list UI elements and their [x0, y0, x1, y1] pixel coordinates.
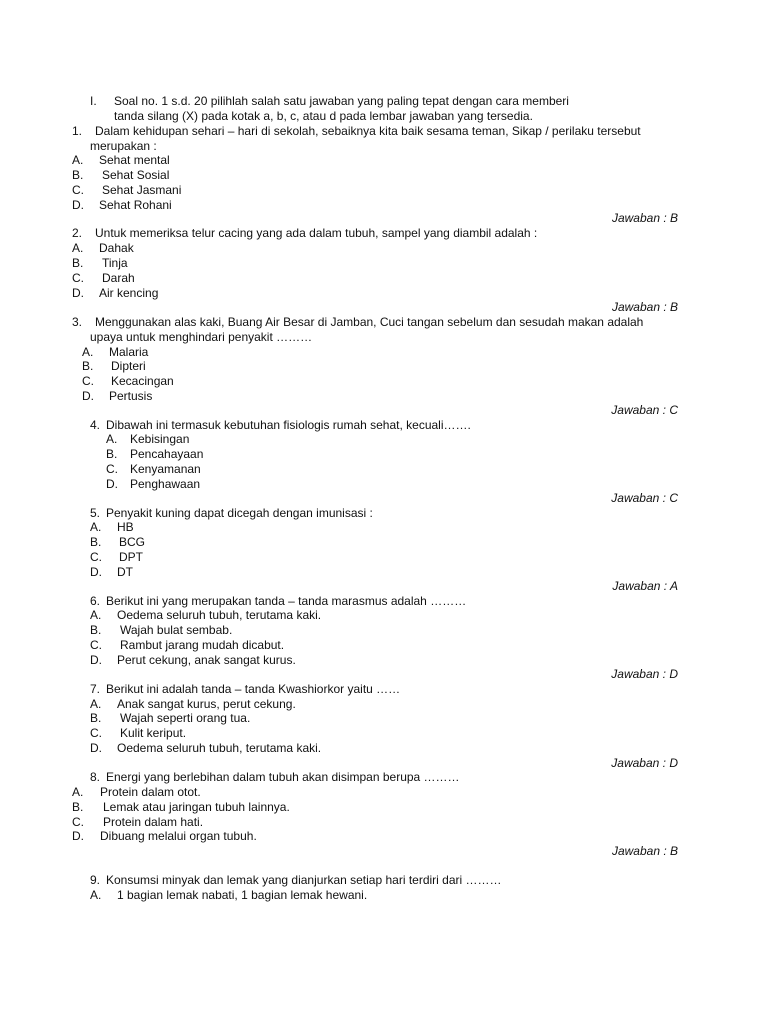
option-text: Anak sangat kurus, perut cekung. — [117, 697, 296, 711]
instruction-line-2: tanda silang (X) pada kotak a, b, c, atau d pada lembar jawaban yang tersedia. — [114, 109, 533, 123]
option-letter: C. — [90, 638, 102, 652]
option-letter: B. — [90, 711, 102, 725]
option-letter: C. — [72, 271, 84, 285]
option-text: Lemak atau jaringan tubuh lainnya. — [103, 800, 290, 814]
option-text: Oedema seluruh tubuh, terutama kaki. — [117, 741, 322, 755]
option-text: Oedema seluruh tubuh, terutama kaki. — [117, 608, 322, 622]
option-letter: C. — [82, 374, 94, 388]
question-number: 4. — [90, 418, 101, 432]
option-text: Perut cekung, anak sangat kurus. — [117, 653, 296, 667]
option-text: Wajah bulat sembab. — [120, 623, 233, 637]
option-letter: D. — [106, 477, 118, 491]
option-text: Pertusis — [109, 389, 153, 403]
question-text: Dibawah ini termasuk kebutuhan fisiologis rumah sehat, kecuali……. — [106, 418, 471, 432]
answer-key: Jawaban : B — [611, 300, 678, 314]
question-text: Berikut ini yang merupakan tanda – tanda marasmus adalah ……… — [106, 594, 467, 608]
answer-key: Jawaban : B — [611, 211, 678, 225]
question-text: Konsumsi minyak dan lemak yang dianjurkan setiap hari terdiri dari ……… — [106, 873, 502, 887]
option-letter: B. — [106, 447, 118, 461]
option-letter: A. — [82, 345, 94, 359]
option-letter: D. — [90, 565, 102, 579]
answer-key: Jawaban : A — [612, 579, 678, 593]
question-number: 8. — [90, 770, 101, 784]
option-text: Protein dalam hati. — [103, 815, 204, 829]
option-letter: C. — [72, 183, 84, 197]
option-letter: B. — [72, 168, 84, 182]
option-letter: D. — [72, 198, 84, 212]
question-number: 1. — [72, 124, 83, 138]
option-letter: D. — [72, 829, 84, 843]
option-text: Tinja — [102, 256, 128, 270]
option-letter: A. — [90, 697, 102, 711]
option-text: Air kencing — [99, 286, 159, 300]
option-text: Sehat Rohani — [99, 198, 172, 212]
option-text: Sehat mental — [99, 153, 170, 167]
option-letter: C. — [106, 462, 118, 476]
question-number: 2. — [72, 226, 83, 240]
answer-key: Jawaban : B — [611, 844, 678, 858]
question-text-cont: merupakan : — [90, 139, 157, 153]
option-text: Kenyamanan — [130, 462, 201, 476]
option-text: Dipteri — [111, 359, 146, 373]
option-text: Protein dalam otot. — [100, 785, 201, 799]
question-number: 9. — [90, 873, 101, 887]
option-letter: D. — [72, 286, 84, 300]
option-text: Darah — [102, 271, 135, 285]
option-letter: B. — [90, 535, 102, 549]
option-text: Dibuang melalui organ tubuh. — [100, 829, 257, 843]
option-text: Rambut jarang mudah dicabut. — [120, 638, 285, 652]
option-text: BCG — [119, 535, 146, 549]
option-text: Sehat Sosial — [102, 168, 170, 182]
option-text: DT — [117, 565, 133, 579]
option-letter: D. — [82, 389, 94, 403]
answer-key: Jawaban : C — [611, 403, 678, 417]
option-letter: A. — [90, 608, 102, 622]
option-letter: C. — [72, 815, 84, 829]
option-letter: B. — [90, 623, 102, 637]
option-text: HB — [117, 520, 134, 534]
question-text: Berikut ini adalah tanda – tanda Kwashiorkor yaitu …… — [106, 682, 401, 696]
option-text: Wajah seperti orang tua. — [120, 711, 251, 725]
answer-key: Jawaban : D — [611, 667, 678, 681]
option-text: Pencahayaan — [130, 447, 204, 461]
option-text: Sehat Jasmani — [102, 183, 182, 197]
question-number: 6. — [90, 594, 101, 608]
option-letter: A. — [90, 888, 102, 902]
question-text: Penyakit kuning dapat dicegah dengan imunisasi : — [106, 506, 373, 520]
question-text: Untuk memeriksa telur cacing yang ada dalam tubuh, sampel yang diambil adalah : — [95, 226, 538, 240]
question-text-cont: upaya untuk menghindari penyakit ……… — [90, 330, 313, 344]
instruction-line-1: Soal no. 1 s.d. 20 pilihlah salah satu jawaban yang paling tepat dengan cara memberi — [114, 94, 569, 108]
question-number: 5. — [90, 506, 101, 520]
option-letter: D. — [90, 653, 102, 667]
option-letter: D. — [90, 741, 102, 755]
answer-key: Jawaban : D — [611, 756, 678, 770]
question-text: Energi yang berlebihan dalam tubuh akan disimpan berupa ……… — [106, 770, 460, 784]
option-text: 1 bagian lemak nabati, 1 bagian lemak hewani. — [117, 888, 368, 902]
option-letter: A. — [72, 153, 84, 167]
option-letter: B. — [82, 359, 94, 373]
option-text: DPT — [119, 550, 143, 564]
question-text: Dalam kehidupan sehari – hari di sekolah, sebaiknya kita baik sesama teman, Sikap / perilaku tersebut — [95, 124, 641, 138]
option-text: Kulit keriput. — [120, 726, 187, 740]
option-letter: C. — [90, 550, 102, 564]
option-letter: A. — [106, 432, 118, 446]
option-text: Dahak — [99, 241, 134, 255]
option-text: Penghawaan — [130, 477, 201, 491]
option-text: Kebisingan — [130, 432, 190, 446]
option-letter: B. — [72, 800, 84, 814]
option-letter: B. — [72, 256, 84, 270]
question-text: Menggunakan alas kaki, Buang Air Besar di Jamban, Cuci tangan sebelum dan sesudah makan adalah — [95, 315, 644, 329]
option-letter: A. — [72, 785, 84, 799]
instruction-numeral: I. — [90, 94, 97, 108]
option-letter: A. — [72, 241, 84, 255]
question-number: 7. — [90, 682, 101, 696]
question-number: 3. — [72, 315, 83, 329]
option-letter: C. — [90, 726, 102, 740]
answer-key: Jawaban : C — [611, 491, 678, 505]
option-text: Malaria — [109, 345, 149, 359]
option-letter: A. — [90, 520, 102, 534]
option-text: Kecacingan — [111, 374, 174, 388]
